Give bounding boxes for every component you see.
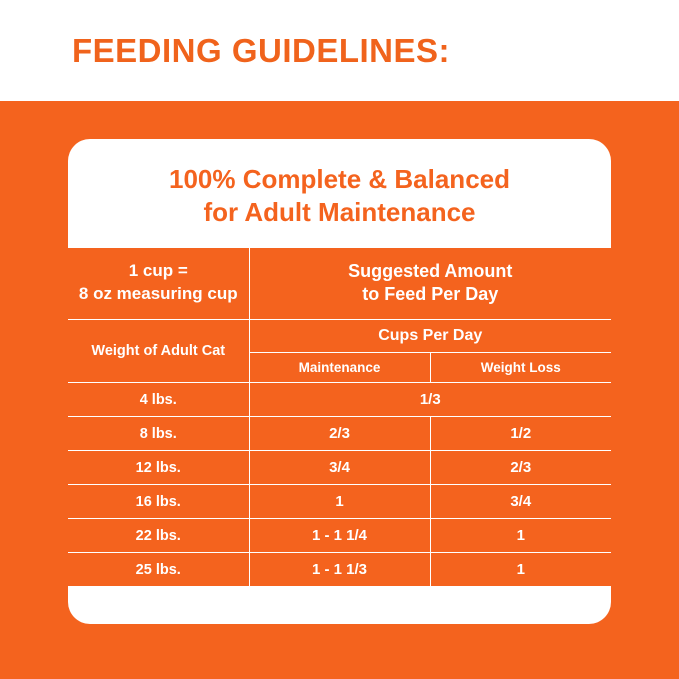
row-value-weight-loss: 1	[430, 553, 611, 587]
row-value-maintenance: 3/4	[249, 451, 430, 485]
table-row	[68, 553, 611, 587]
header-band	[0, 0, 679, 101]
table-row	[68, 417, 611, 451]
subheader-weight-loss: Weight Loss	[430, 353, 611, 383]
table-row-cup-note	[68, 248, 611, 320]
feeding-chart-card	[68, 139, 611, 624]
row-value-maintenance: 1 - 1 1/3	[249, 553, 430, 587]
cup-note-line-1: 1 cup =	[128, 261, 188, 281]
table-row	[68, 519, 611, 553]
table-row	[68, 485, 611, 519]
suggested-amount-cell	[249, 248, 611, 320]
row-value-weight-loss: 1	[430, 519, 611, 553]
row-value-maintenance: 1 - 1 1/4	[249, 519, 430, 553]
row-value-maintenance: 1	[249, 485, 430, 519]
cup-note-cell	[68, 248, 249, 320]
row-value-weight-loss: 3/4	[430, 485, 611, 519]
row-weight: 16 lbs.	[68, 485, 249, 519]
cups-per-day-header: Cups Per Day	[249, 320, 611, 353]
card-heading-line-1: 100% Complete & Balanced	[168, 164, 510, 194]
row-weight: 12 lbs.	[68, 451, 249, 485]
page-title: FEEDING GUIDELINES:	[72, 32, 451, 69]
row-value-weight-loss: 2/3	[430, 451, 611, 485]
table-row	[68, 383, 611, 417]
row-weight: 4 lbs.	[68, 383, 249, 417]
table-row	[68, 451, 611, 485]
feeding-table	[68, 248, 611, 587]
row-value-weight-loss: 1/2	[430, 417, 611, 451]
weight-column-header: Weight of Adult Cat	[68, 320, 249, 383]
suggested-line-1: Suggested Amount	[348, 260, 513, 281]
card-heading	[68, 139, 611, 248]
row-weight: 25 lbs.	[68, 553, 249, 587]
row-value-merged: 1/3	[249, 383, 611, 417]
suggested-line-2: to Feed Per Day	[362, 284, 499, 305]
row-value-maintenance: 2/3	[249, 417, 430, 451]
card-heading-line-2: for Adult Maintenance	[203, 197, 476, 228]
cup-note-line-2: 8 oz measuring cup	[78, 284, 238, 304]
subheader-maintenance: Maintenance	[249, 353, 430, 383]
row-weight: 22 lbs.	[68, 519, 249, 553]
table-row-cups-per-day-header	[68, 320, 611, 353]
row-weight: 8 lbs.	[68, 417, 249, 451]
